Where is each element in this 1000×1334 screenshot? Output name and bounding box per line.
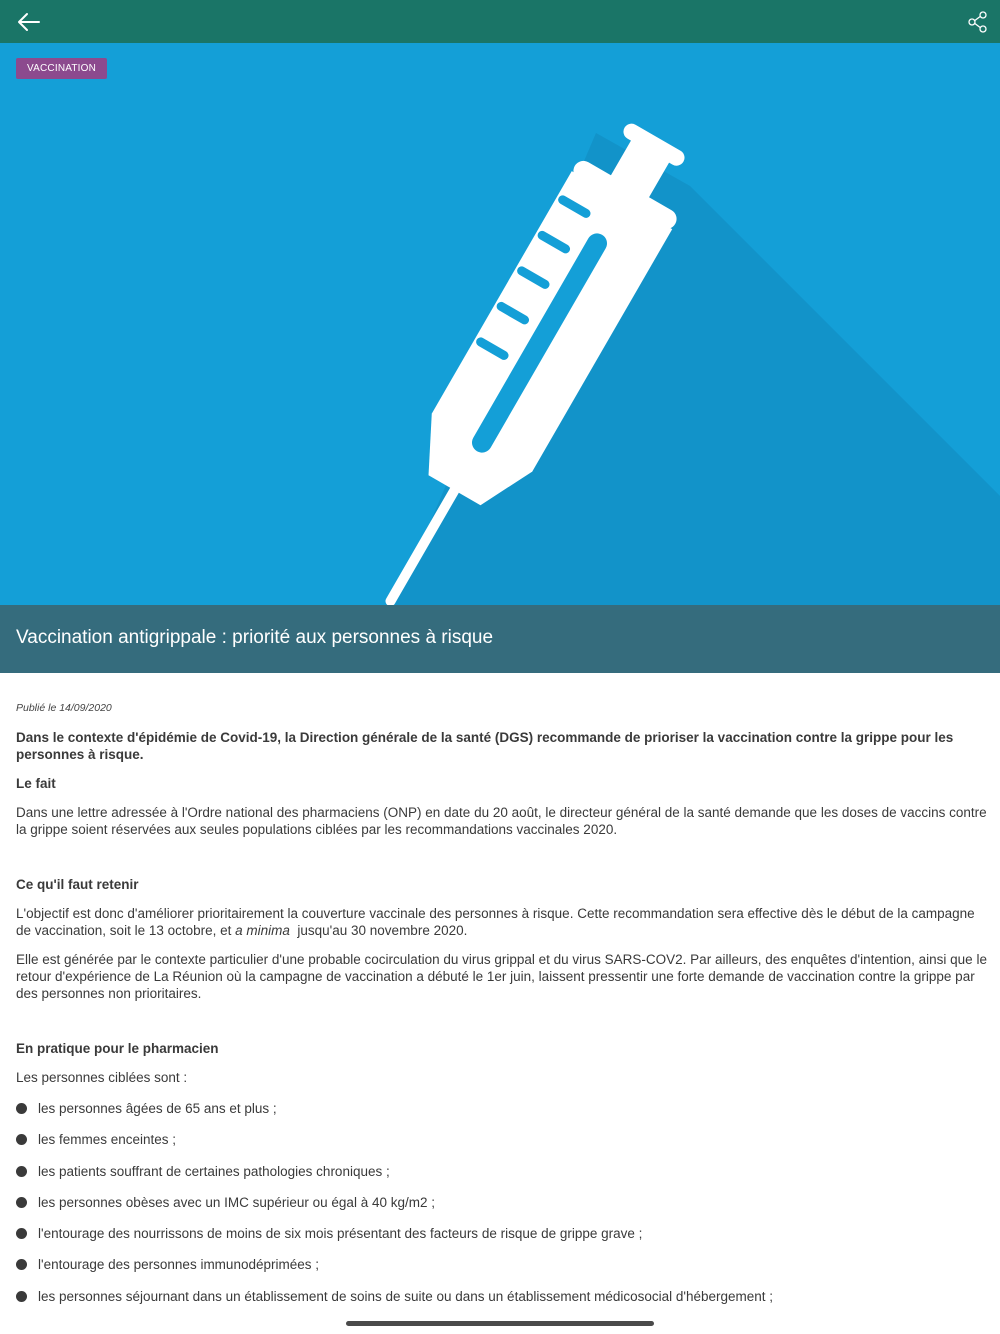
list-item: [16, 1100, 988, 1131]
bullet-icon: [16, 1197, 27, 1208]
list-item: [16, 1131, 988, 1162]
section-heading-retenir: Ce qu'il faut retenir: [16, 877, 139, 892]
arrow-left-icon: [17, 12, 41, 32]
hero-image: [0, 43, 1000, 605]
list-item: [16, 1225, 988, 1256]
list-item-text: les personnes obèses avec un IMC supérieur ou égal à 40 kg/m2 ;: [38, 1194, 435, 1210]
bullet-icon: [16, 1134, 27, 1145]
list-item: [16, 1194, 988, 1225]
bullet-icon: [16, 1166, 27, 1177]
paragraph-objectif-text: L'objectif est donc d'améliorer prioritairement la couverture vaccinale des personnes à risque. Cette recommandation sera effective dès le début de la campagne de vaccination, soit le 13 octobre, et: [16, 906, 975, 938]
article-body: [16, 700, 988, 1319]
home-indicator[interactable]: [346, 1321, 654, 1326]
list-item-text: les personnes âgées de 65 ans et plus ;: [38, 1101, 277, 1116]
list-item-text: l'entourage des personnes immunodéprimées ;: [38, 1257, 319, 1273]
category-badge[interactable]: VACCINATION: [16, 58, 107, 79]
top-app-bar: [0, 0, 1000, 43]
list-item: [16, 1256, 988, 1287]
share-button[interactable]: [964, 8, 992, 36]
section-heading-pratique: En pratique pour le pharmacien: [16, 1041, 219, 1056]
paragraph-objectif-end: jusqu'au 30 novembre 2020.: [289, 923, 468, 938]
section-heading-le-fait: Le fait: [16, 776, 56, 791]
title-band: [0, 605, 1000, 673]
paragraph-contexte: Elle est générée par le contexte particulier d'une probable cocirculation du virus grippal et du virus SARS-COV2. Par ailleurs, des enquêtes d'intention, ainsi que le retour d'expérience de La Réunion où la campagne de vaccination a débuté le 1er juin, laissent pressentir une forte demande de vaccination contre la grippe par des personnes non prioritaires.: [16, 952, 987, 1001]
syringe-icon: [0, 43, 1000, 605]
bullet-icon: [16, 1228, 27, 1239]
target-groups-list: [16, 1100, 988, 1319]
lead-paragraph: Dans le contexte d'épidémie de Covid-19, la Direction générale de la santé (DGS) recommande de prioriser la vaccination contre la grippe pour les personnes à risque.: [16, 730, 954, 762]
article-title: Vaccination antigrippale : priorité aux personnes à risque: [16, 627, 494, 648]
publication-date: Publié le 14/09/2020: [16, 702, 112, 714]
list-item-text: les femmes enceintes ;: [38, 1132, 177, 1148]
list-item-text: l'entourage des nourrissons de moins de six mois présentant des facteurs de risque de grippe grave ;: [38, 1226, 643, 1242]
list-item-text: les personnes séjournant dans un établissement de soins de suite ou dans un établissement médicosocial d'hébergement ;: [38, 1288, 774, 1304]
back-button[interactable]: [14, 7, 44, 37]
list-item: [16, 1163, 988, 1194]
share-icon: [968, 11, 988, 33]
bullet-icon: [16, 1259, 27, 1270]
a-minima-text: a minima: [235, 923, 290, 938]
paragraph-objectif: [16, 905, 988, 939]
paragraph-le-fait: Dans une lettre adressée à l'Ordre national des pharmaciens (ONP) en date du 20 août, le directeur général de la santé demande que les doses de vaccins contre la grippe soient réservées aux seules populations ciblées par les recommandations vaccinales 2020.: [16, 805, 987, 837]
paragraph-cibles-intro: Les personnes ciblées sont :: [16, 1070, 188, 1085]
bullet-icon: [16, 1291, 27, 1302]
list-item: [16, 1288, 988, 1319]
bullet-icon: [16, 1103, 27, 1114]
list-item-text: les patients souffrant de certaines pathologies chroniques ;: [38, 1163, 390, 1179]
